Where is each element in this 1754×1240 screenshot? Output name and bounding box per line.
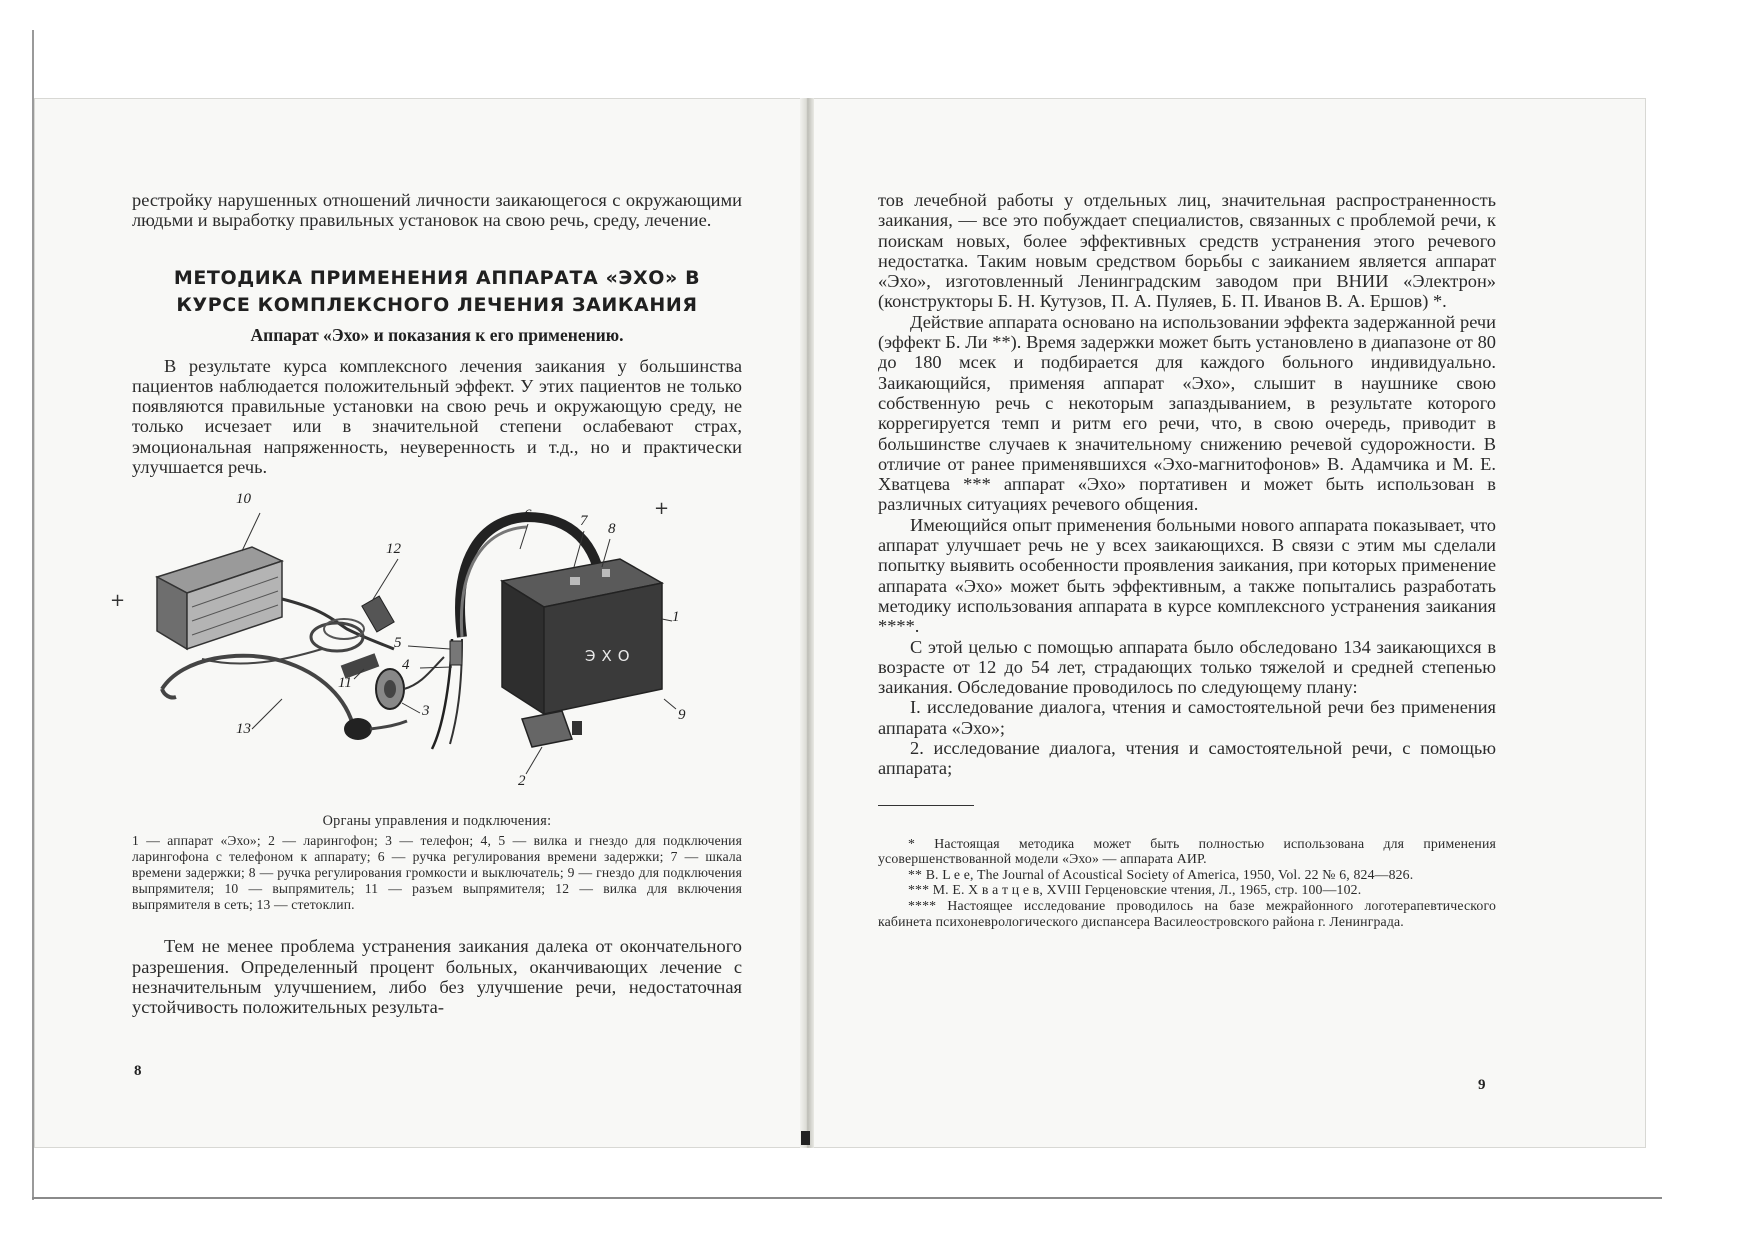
page-number-left: 8 [134,1063,142,1079]
footnote: * Настоящая методика может быть полностью использована для применения усовершенствованной модели «Эхо» — аппарата АИР. [878,835,1496,867]
callout-7: 7 [580,513,588,530]
paragraph: Действие аппарата основано на использовании эффекта задержанной речи (эффект Б. Ли **). Время задержки может быть установлено в диапазоне от 80 до 180 мсек и подбирается для каждого больного индивидуально. Заикающийся, применяя аппарат «Эхо», слышит в наушнике свою собственную речь с некоторым запаздыванием, в результате которого коррегируется темп и ритм его речи, что, в свою очередь, приводит в большинстве случаев к значительному снижению речевой судорожности. В отличие от ранее применявшихся «Эхо-магнитофонов» В. Адамчика и М. Е. Хватцева *** аппарат «Эхо» портативен и может быть использован в различных ситуациях речевого общения. [878,311,1496,515]
callout-13: 13 [236,721,251,738]
section-heading-line1: МЕТОДИКА ПРИМЕНЕНИЯ АППАРАТА «ЭХО» В [173,266,701,289]
figure-caption: 1 — аппарат «Эхо»; 2 — ларингофон; 3 — телефон; 4, 5 — вилка и гнездо для подключения ларингофона с телефоном к аппарату; 6 — ручка регулирования времени задержки; 7 — шкала времени задержки; 8 — ручка регулирования громкости и выключатель; 9 — гнездо для подключения выпрямителя; 10 — выпрямитель; 11 — разъем выпрямителя; 12 — вилка для включения выпрямителя в сеть; 13 — стетоклип. [132,833,742,912]
footnote: ** B. L e e, The Journal of Acoustical Society of America, 1950, Vol. 22 № 6, 824—826. [908,866,1414,882]
plan-item: 2. исследование диалога, чтения и самостоятельной речи, с помощью аппарата; [878,738,1496,779]
paragraph: В результате курса комплексного лечения заикания у большинства пациентов наблюдается положительный эффект. У этих пациентов не только появляются правильные установки на свою речь и окружающую среду, не только исчезает или в значительной степени ослабевают страх, эмоциональная напряженность, неуверенность и т.д., но и практически улучшается речь. [132,355,742,478]
rectifier-illustration [157,547,282,649]
left-page [132,190,742,1018]
plan-item: I. исследование диалога, чтения и самостоятельной речи без применения аппарата «Эхо»; [878,697,1496,738]
paragraph: Тем не менее проблема устранения заикания далека от окончательного разрешения. Определенный процент больных, оканчивающих лечение с незначительным улучшением, либо без улучшение речи, недостаточная устойчивость положительных результа- [132,936,742,1018]
callout-10: 10 [236,491,251,508]
intro-text: рестройку нарушенных отношений личности заикающегося с окружающими людьми и выработку правильных установок на свою речь, среду, лечение. [132,190,742,231]
footnote-separator [878,805,974,806]
callout-1: 1 [672,609,680,626]
registration-mark-right: + [654,498,670,519]
scan-edge-bottom [32,1197,1662,1199]
book-gutter [800,98,814,1148]
footnote: **** Настоящее исследование проводилось на базе межрайонного логотерапевтического кабинета психоневрологического диспансера Василеостровского района г. Ленинграда. [878,897,1496,929]
callout-11: 11 [338,675,352,692]
paragraph: С этой целью с помощью аппарата было обследовано 134 заикающихся в возрасте от 12 до 54 лет, страдающих только тяжелой и средней степенью заикания. Обследование проводилось по следующему плану: [878,636,1496,698]
device-illustration [132,489,742,799]
callout-8: 8 [608,521,616,538]
callout-5: 5 [394,635,402,652]
registration-mark-left: + [110,590,126,611]
footnote: *** М. Е. Х в а т ц е в, XVIII Герценовские чтения, Л., 1965, стр. 100—102. [908,882,1362,898]
callout-4: 4 [402,657,410,674]
footnotes [878,836,1496,930]
device-figure [132,489,742,799]
callout-6: 6 [524,507,532,524]
right-page [878,190,1496,929]
paragraph: Имеющийся опыт применения больными нового аппарата показывает, что аппарат улучшает речь не у всех заикающихся. В связи с этим мы сделали попытку выявить особенности проявления заикания, при которых применение аппарата «Эхо» может быть эффективным, а также попытались разработать методику использования аппарата в курсе комплексного устранения заикания ****. [878,514,1496,637]
subheading: Аппарат «Эхо» и показания к его применению. [250,324,624,345]
figure-caption-title: Органы управления и подключения: [322,813,552,830]
gutter-mark [801,1131,810,1145]
echo-device-illustration [502,559,662,714]
examination-plan [878,697,1496,778]
callout-9: 9 [678,707,686,724]
page-number-right: 9 [1478,1077,1486,1093]
callout-2: 2 [518,773,526,790]
callout-3: 3 [422,703,430,720]
device-label: ЭХО [585,647,636,666]
callout-12: 12 [386,541,401,558]
section-heading-line2: КУРСЕ КОМПЛЕКСНОГО ЛЕЧЕНИЯ ЗАИКАНИЯ [176,293,698,316]
paragraph: тов лечебной работы у отдельных лиц, значительная распространенность заикания, — все это побуждает специалистов, связанных с проблемой речи, к поискам новых, более эффективных средств устранения этого речевого недостатка. Таким новым средством борьбы с заиканием является аппарат «Эхо», изготовленный Ленинградским заводом при ВНИИ «Электрон» (конструкторы Б. Н. Кутузов, П. А. Пуляев, Б. П. Иванов В. А. Ершов) *. [878,190,1496,312]
